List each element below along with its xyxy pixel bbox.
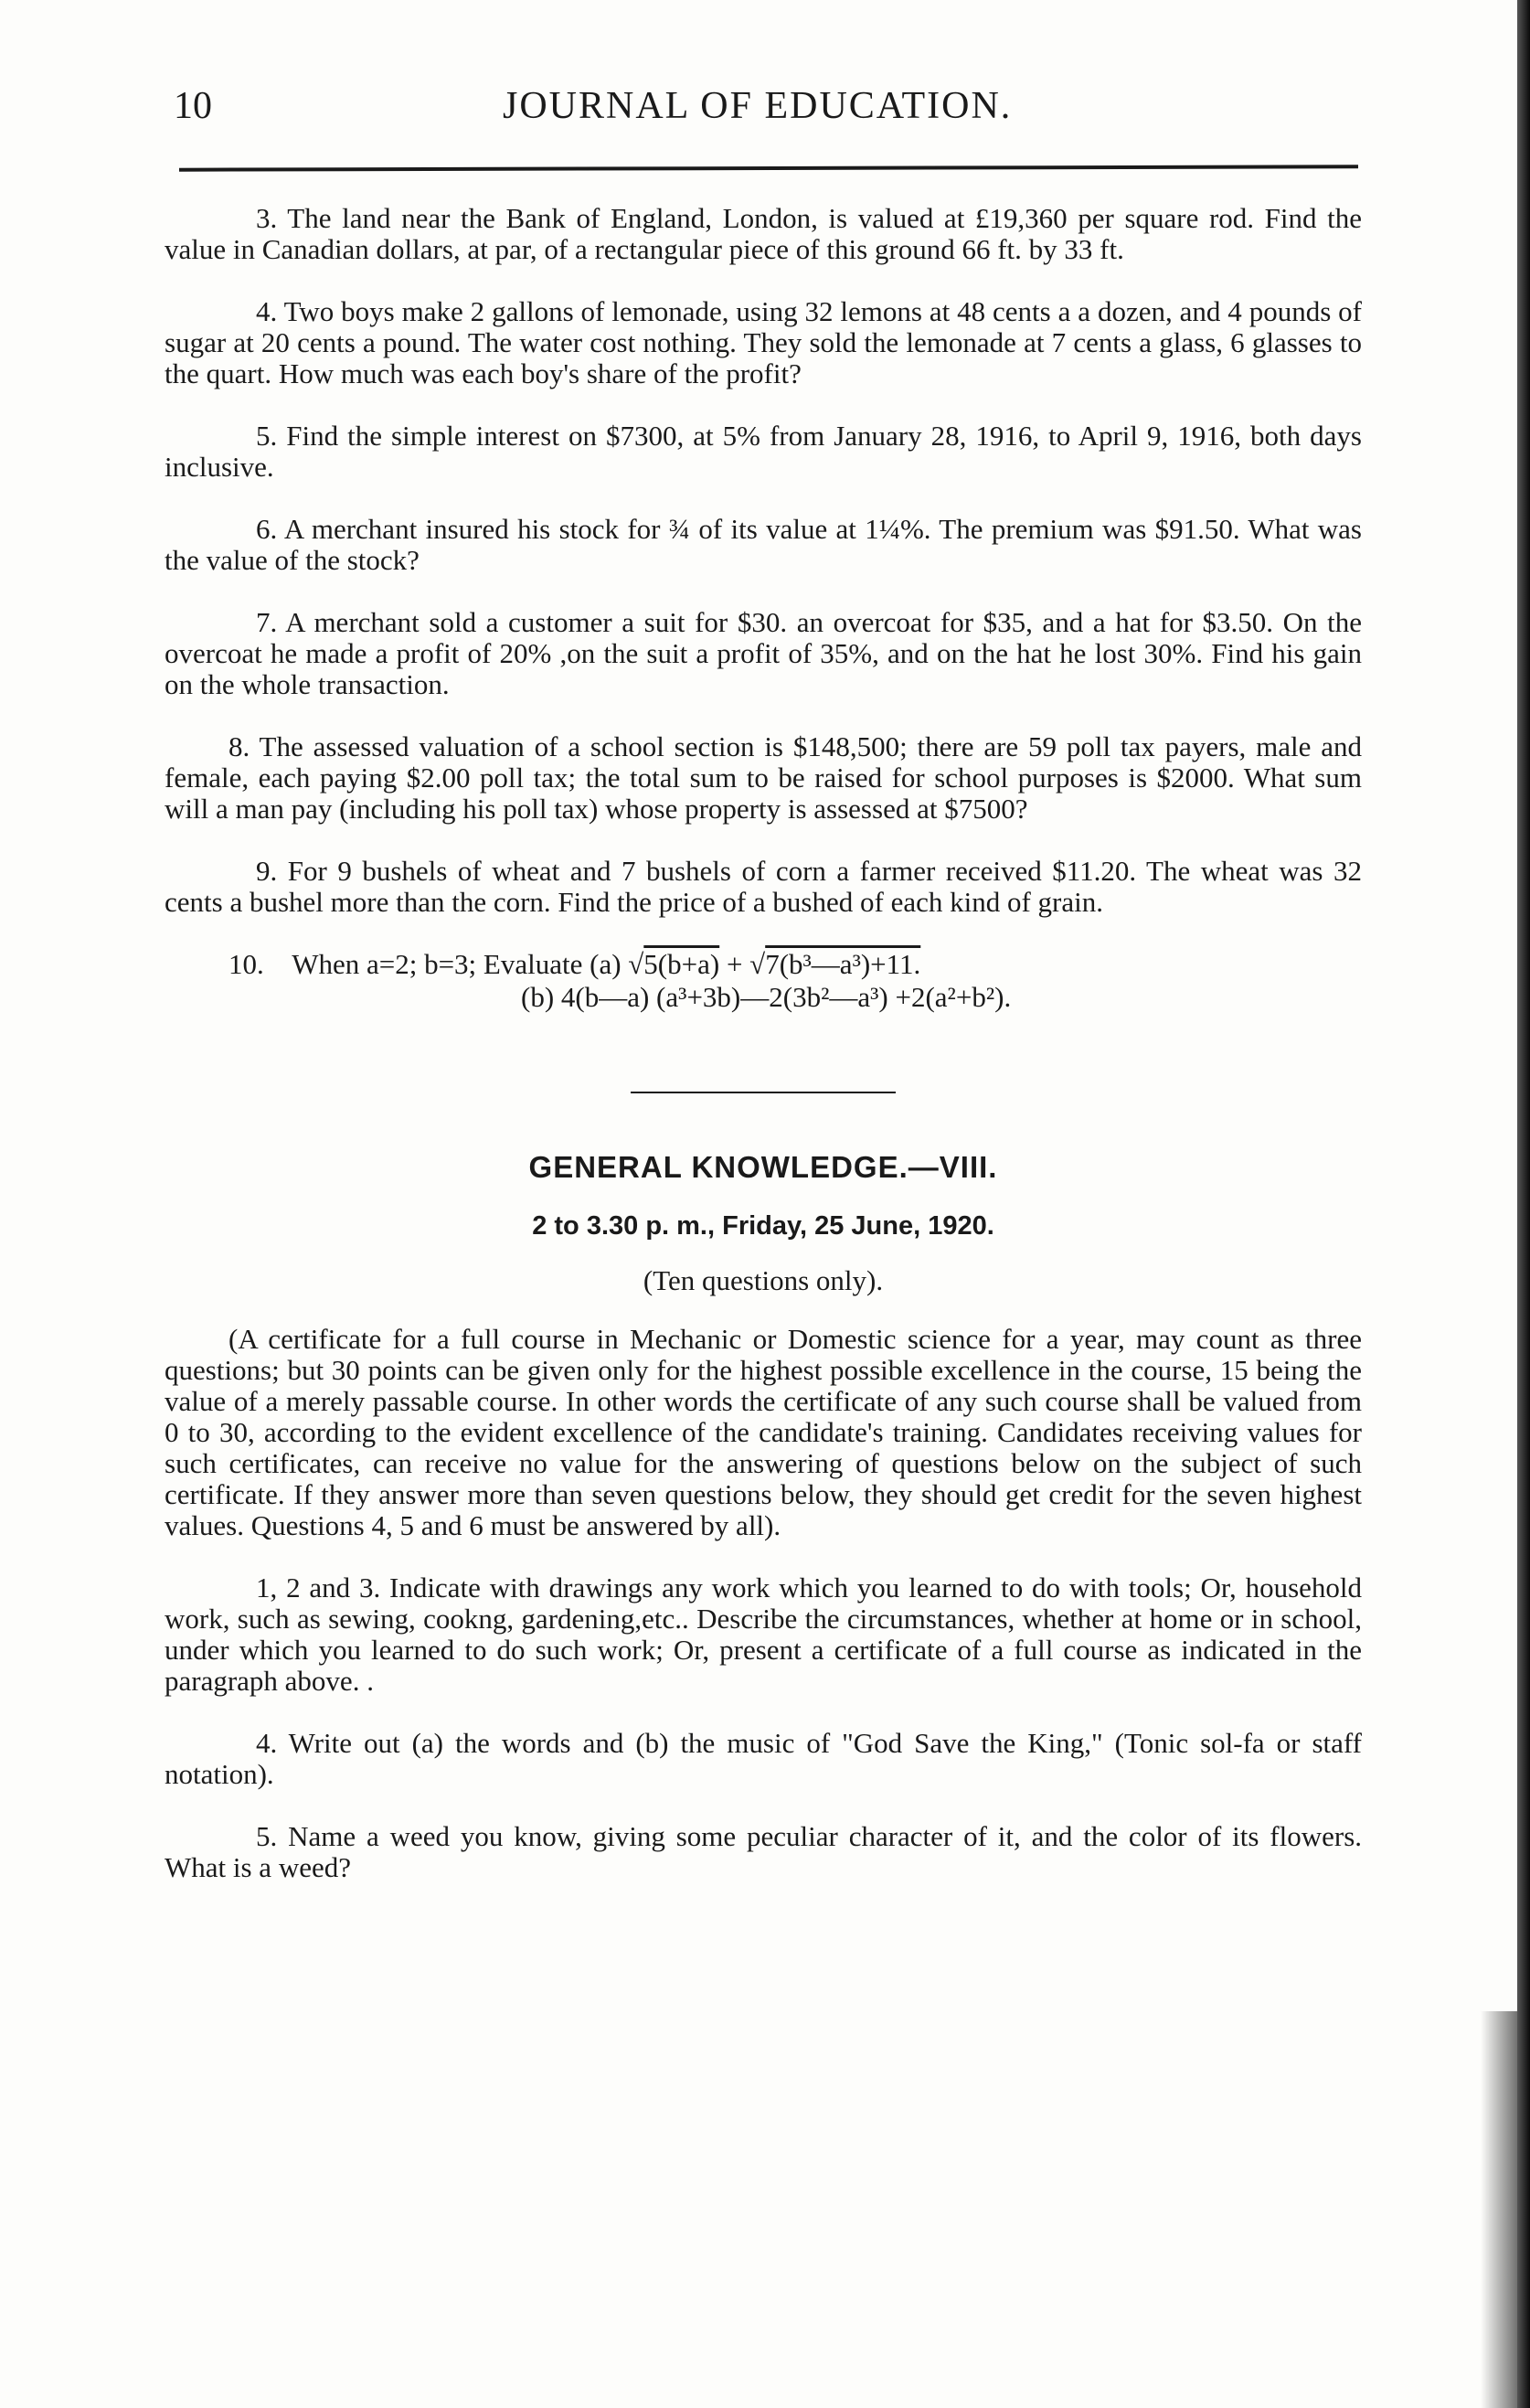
plus-sign: + — [719, 948, 750, 980]
question-text: A merchant sold a customer a suit for $30. an overcoat for $35, and a hat for $3.50. On the overcoat he made a profit of 20% ,on the suit a profit of 35%, and on the hat he lost 30%. Find his gain on the whole transaction. — [165, 606, 1362, 700]
part-b-label: (b) — [521, 981, 555, 1013]
page-number: 10 — [174, 85, 212, 127]
radical-sign: √ — [628, 948, 644, 980]
instructions-paragraph: (A certificate for a full course in Mechanic or Domestic science for a year, may count as three questions; but 30 points can be given only for the highest possible excellence in the course, 15 being the value of a merely passable course. In other words the certificate of any such course shall be valued from 0 to 30, according to the evident excellence of the candidate's training. Candidates receiving values for such certificates, can receive no value for the answering of questions below on the subject of such certificate. If they answer more than seven questions below, they should get credit for the seven highest values. Questions 4, 5 and 6 must be answered by all). — [165, 1323, 1362, 1541]
journal-title: JOURNAL OF EDUCATION. — [503, 85, 1013, 127]
question-number: 10. — [228, 948, 264, 980]
gk-question-1-3 — [165, 1572, 1362, 1697]
question-10-line-b — [521, 982, 1011, 1013]
page-content — [165, 203, 1362, 1883]
exam-time: 2 to 3.30 p. m., Friday, 25 June, 1920. — [532, 1211, 994, 1241]
question-number: 5. — [256, 1820, 278, 1852]
radical-sign: √ — [749, 948, 766, 980]
question-text: The land near the Bank of England, London, is valued at £19,360 per square rod. Find the value in Canadian dollars, at par, of a rectangular piece of this ground 66 ft. by 33 ft. — [165, 202, 1362, 265]
question-number: 6. — [256, 513, 278, 545]
question-10 — [165, 949, 1362, 1018]
exam-note: (Ten questions only). — [643, 1264, 884, 1296]
header-rule — [179, 165, 1358, 171]
question-number: 5. — [256, 420, 278, 452]
page-binding-edge — [1517, 0, 1530, 2408]
question-text: For 9 bushels of wheat and 7 bushels of corn a farmer received $11.20. The wheat was 32 cents a bushel more than the corn. Find the price of a bushed of each kind of grain. — [165, 855, 1363, 918]
question-number: 7. — [256, 606, 278, 638]
question-number: 9. — [256, 855, 278, 887]
section-title: GENERAL KNOWLEDGE.—VIII. — [528, 1150, 998, 1184]
question-6 — [165, 514, 1362, 576]
gk-question-5 — [165, 1821, 1362, 1883]
question-number: 8. — [228, 730, 250, 762]
question-3 — [165, 203, 1362, 265]
question-number: 1, 2 and 3. — [256, 1572, 381, 1604]
part-b-expression: 4(b—a) (a³+3b)—2(3b²—a³) +2(a²+b²). — [560, 981, 1012, 1013]
question-text: Indicate with drawings any work which you learned to do with tools; Or, household work, such as sewing, cookng, gardening,etc.. Describe the circumstances, whether at home or in school, under which you learned to do such work; Or, present a certificate of a full course as indicated in the paragraph above. . — [165, 1572, 1363, 1697]
binding-shadow — [1481, 2011, 1517, 2408]
radicand-2: 7(b³—a³)+11. — [765, 948, 921, 980]
radicand-1: 5(b+a) — [643, 948, 720, 980]
question-number: 3. — [256, 202, 278, 234]
question-text: Two boys make 2 gallons of lemonade, using 32 lemons at 48 cents a a dozen, and 4 pounds of sugar at 20 cents a pound. The water cost nothing. They sold the lemonade at 7 cents a glass, 6 glasses to the quart. How much was each boy's share of the profit? — [165, 295, 1362, 389]
question-8 — [165, 731, 1362, 825]
part-a-label: (a) — [590, 948, 622, 980]
question-text: Find the simple interest on $7300, at 5% from January 28, 1916, to April 9, 1916, both days inclusive. — [165, 420, 1362, 483]
question-5 — [165, 421, 1362, 483]
page-header — [174, 84, 1353, 139]
question-number: 4. — [256, 1727, 278, 1759]
question-number: 4. — [256, 295, 278, 327]
gk-question-4 — [165, 1728, 1362, 1790]
question-4 — [165, 296, 1362, 389]
question-10-intro: When a=2; b=3; Evaluate — [292, 948, 583, 980]
question-text: A merchant insured his stock for ¾ of its value at 1¼%. The premium was $91.50. What was the value of the stock? — [165, 513, 1362, 576]
section-divider — [631, 1092, 896, 1093]
question-7 — [165, 607, 1362, 700]
question-10-line-a — [228, 949, 920, 980]
question-text: The assessed valuation of a school section is $148,500; there are 59 poll tax payers, male and female, each paying $2.00 poll tax; the total sum to be raised for school purposes is $2000. What sum will a man pay (including his poll tax) whose property is assessed at $7500? — [165, 730, 1362, 825]
question-9 — [165, 856, 1362, 918]
question-text: Name a weed you know, giving some peculiar character of it, and the color of its flowers. What is a weed? — [165, 1820, 1363, 1883]
question-text: Write out (a) the words and (b) the music of "God Save the King," (Tonic sol-fa or staff notation). — [165, 1727, 1362, 1790]
